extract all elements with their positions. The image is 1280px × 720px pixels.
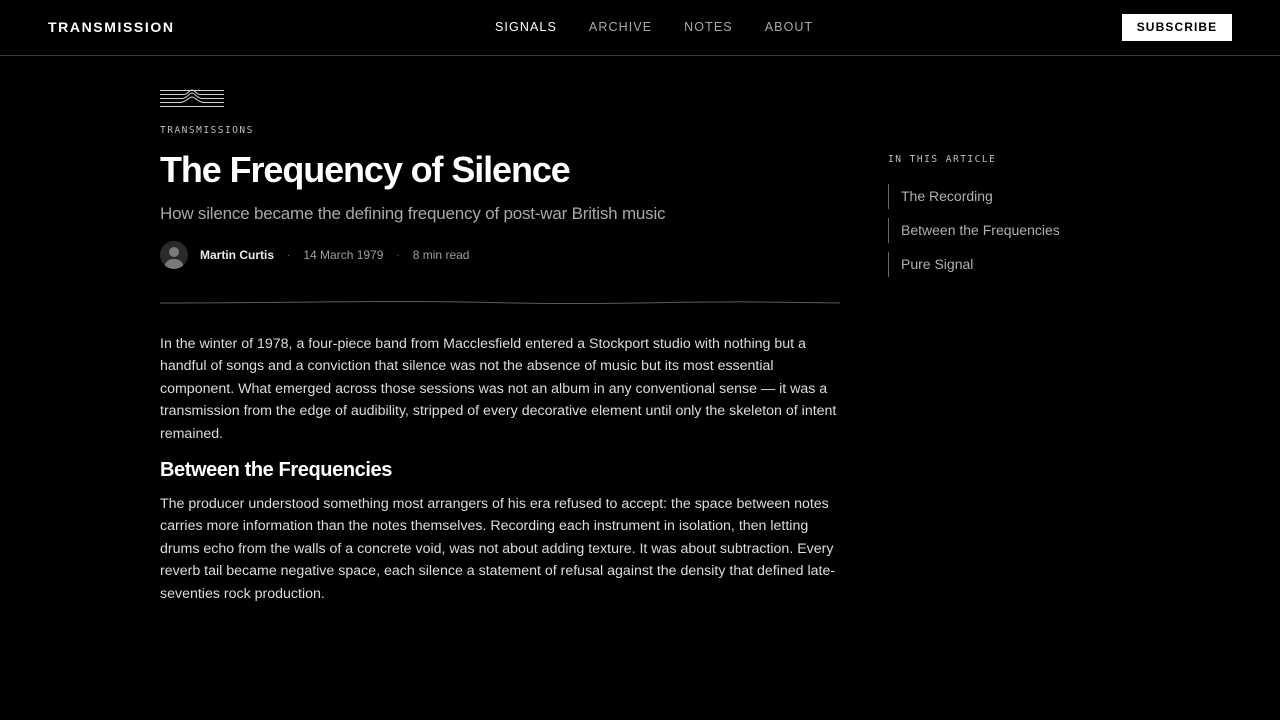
article-paragraph: In the winter of 1978, a four-piece band from Macclesfield entered a Stockport studio with nothing but a handful of songs and a conviction that silence was not the absence of music but its most essential component. What emerged across those sessions was not an album in any conventional sense — it was a transmission from the edge of audibility, stripped of every decorative element until only the skeleton of intent remained. xyxy=(160,336,837,442)
author-name[interactable]: Martin Curtis xyxy=(200,248,275,262)
article-category: TRANSMISSIONS xyxy=(160,125,254,136)
meta-separator: · xyxy=(287,249,291,261)
toc-item-pure-signal[interactable]: Pure Signal xyxy=(888,252,1148,277)
article xyxy=(160,88,840,605)
toc-item-the-recording[interactable]: The Recording xyxy=(888,184,1148,209)
nav-item-notes[interactable]: NOTES xyxy=(684,20,733,34)
article-title: The Frequency of Silence xyxy=(160,149,570,190)
read-time: 8 min read xyxy=(412,248,470,262)
site-brand[interactable]: TRANSMISSION xyxy=(48,19,175,35)
nav-item-signals[interactable]: SIGNALS xyxy=(495,20,557,34)
main-nav xyxy=(495,20,813,34)
article-subtitle: How silence became the defining frequency of post-war British music xyxy=(160,204,666,223)
subscribe-button[interactable]: SUBSCRIBE xyxy=(1122,14,1232,41)
toc-item-between-the-frequencies[interactable]: Between the Frequencies xyxy=(888,218,1148,243)
waveform-icon xyxy=(160,88,224,108)
user-avatar-icon xyxy=(160,241,188,269)
article-meta xyxy=(160,241,840,269)
toc-heading: IN THIS ARTICLE xyxy=(888,154,997,165)
wave-divider xyxy=(160,299,840,307)
nav-item-archive[interactable]: ARCHIVE xyxy=(588,20,653,34)
meta-separator: · xyxy=(396,249,400,261)
toc-list xyxy=(888,184,1148,277)
table-of-contents xyxy=(888,154,1148,286)
nav-item-about[interactable]: ABOUT xyxy=(764,20,814,34)
top-navigation-bar xyxy=(0,0,1280,56)
article-paragraph: The producer understood something most arrangers of his era refused to accept: the space between notes carries more information than the notes themselves. Recording each instrument in isolation, then letting drums echo from the walls of a concrete void, was not about adding texture. It was about subtraction. Every reverb tail became negative space, each silence a statement of refusal against the density that defined late-seventies rock production. xyxy=(160,496,836,602)
section-heading: Between the Frequencies xyxy=(160,459,392,482)
publish-date: 14 March 1979 xyxy=(303,248,384,262)
